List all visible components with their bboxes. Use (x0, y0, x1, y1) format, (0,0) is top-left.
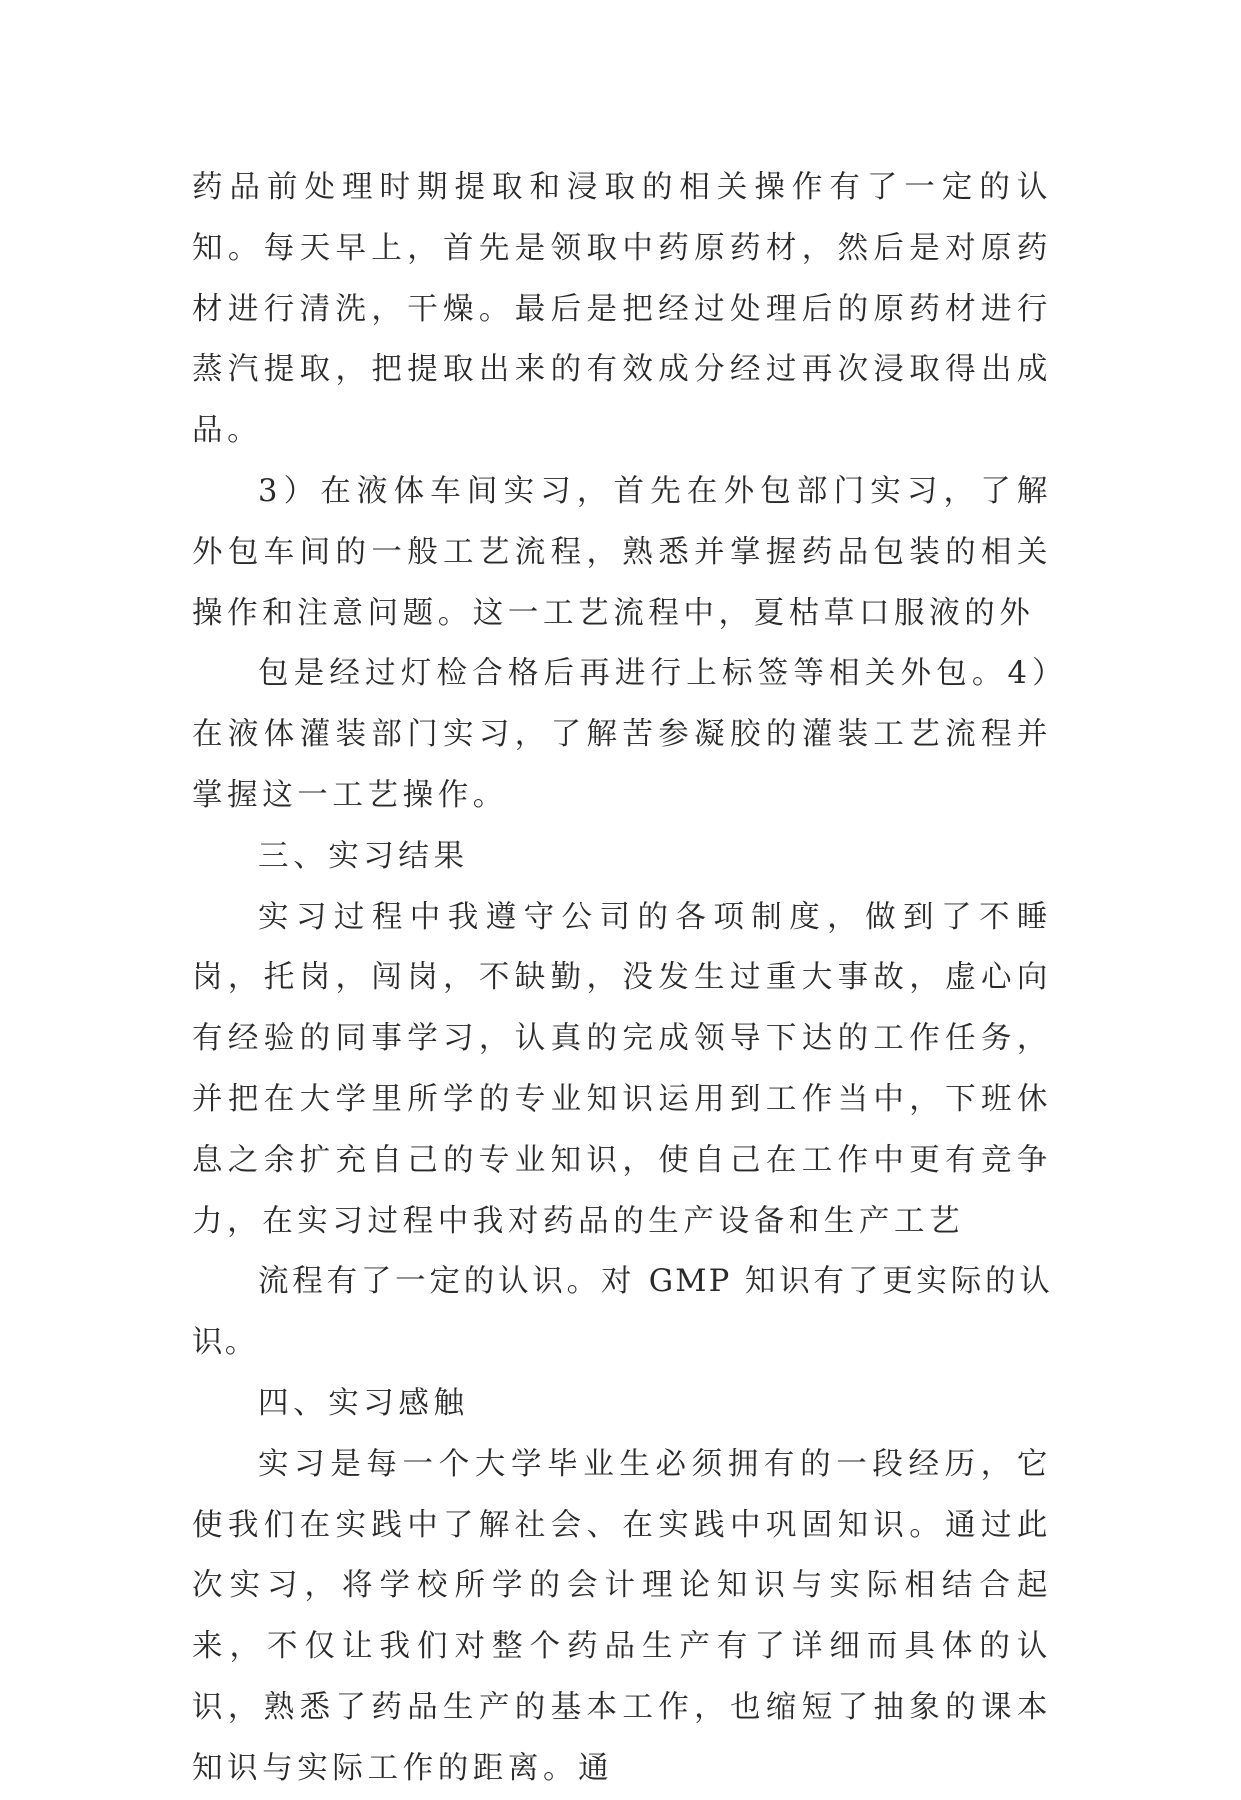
paragraph-gmp: 流程有了一定的认识。对 GMP 知识有了更实际的认识。 (192, 1264, 1052, 1361)
paragraph-liquid-workshop: 3）在液体车间实习，首先在外包部门实习，了解外包车间的一般工艺流程，熟悉并掌握药品包装的相关操作和注意问题。这一工艺流程中，夏枯草口服液的外 (192, 473, 1052, 631)
paragraph-results: 实习过程中我遵守公司的各项制度，做到了不睡岗，托岗，闯岗，不缺勤，没发生过重大事故，虚心向有经验的同事学习，认真的完成领导下达的工作任务，并把在大学里所学的专业知识运用到工作当中，下班休息之余扩充自己的专业知识，使自己在工作中更有竞争力，在实习过程中我对药品的生产设备和生产工艺 (192, 899, 1052, 1239)
paragraph-reflections: 实习是每一个大学毕业生必须拥有的一段经历，它使我们在实践中了解社会、在实践中巩固知识。通过此次实习，将学校所学的会计理论知识与实际相结合起来，不仅让我们对整个药品生产有了详细而具体的认识，熟悉了药品生产的基本工作，也缩短了抽象的课本知识与实际工作的距离。通 (192, 1446, 1052, 1786)
section-heading-results: 三、实习结果 (258, 838, 469, 874)
paragraph-pretreatment: 药品前处理时期提取和浸取的相关操作有了一定的认知。每天早上，首先是领取中药原药材，然后是对原药材进行清洗，干燥。最后是把经过处理后的原药材进行蒸汽提取，把提取出来的有效成分经过再次浸取得出成品。 (192, 170, 1052, 449)
section-heading-reflections: 四、实习感触 (258, 1385, 469, 1421)
body-text (192, 158, 1052, 1800)
paragraph-packaging: 包是经过灯检合格后再进行上标签等相关外包。4）在液体灌装部门实习，了解苦参凝胶的灌装工艺流程并掌握这一工艺操作。 (192, 656, 1052, 813)
